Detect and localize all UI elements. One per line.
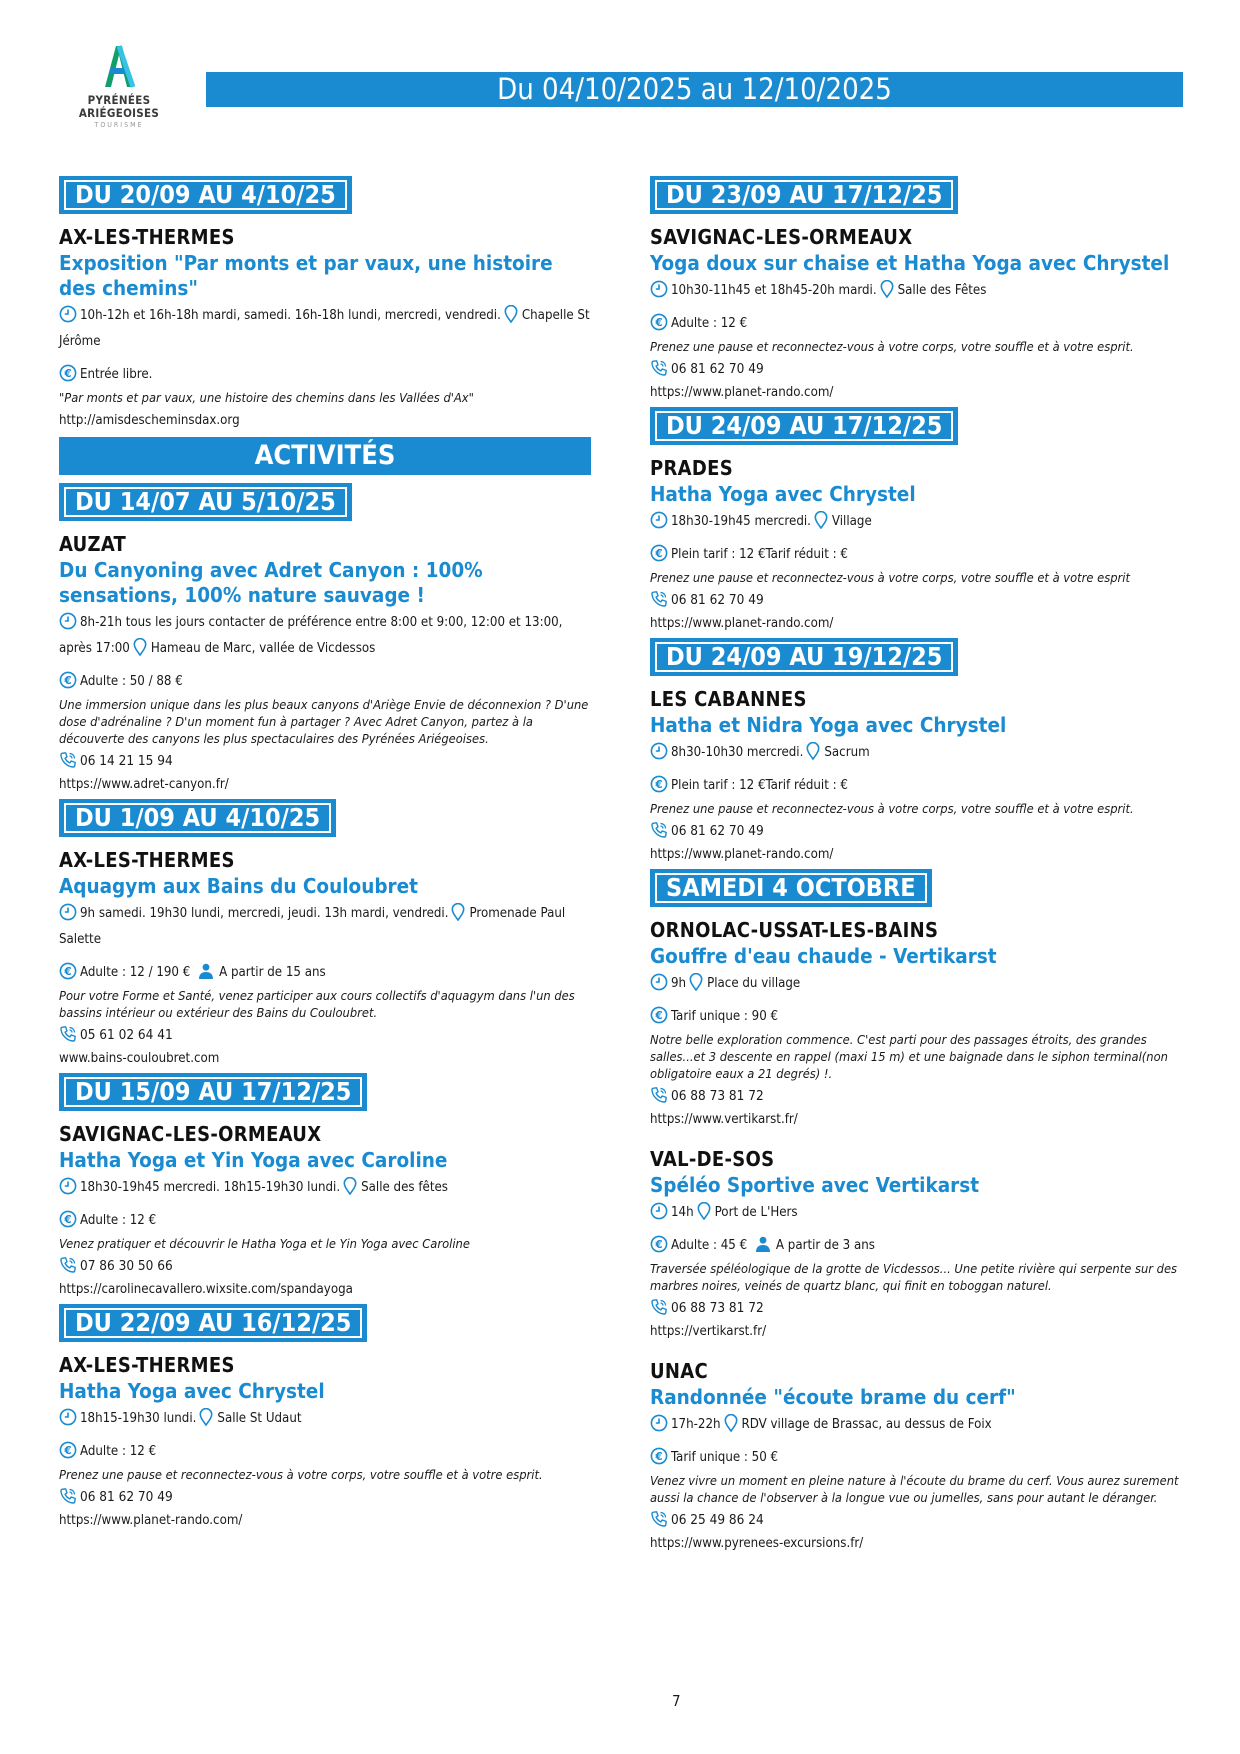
- event-website-link[interactable]: https://www.pyrenees-excursions.fr/: [650, 1536, 864, 1551]
- event-phone-row: [650, 1510, 1184, 1530]
- event-town: UNAC: [650, 1359, 708, 1383]
- euro-icon: [650, 775, 668, 793]
- euro-icon: [650, 1006, 668, 1024]
- clock-icon: [59, 903, 77, 921]
- event-schedule: 8h-21h tous les jours contacter de préférence entre 8:00 et 9:00, 12:00 et 13:00, après 17:00: [59, 615, 563, 656]
- logo-line-2: ARIÉGEOISES: [78, 106, 160, 120]
- event-description: Prenez une pause et reconnectez-vous à votre corps, votre souffle et à votre esprit: [650, 571, 1130, 586]
- event-town: SAVIGNAC-LES-ORMEAUX: [650, 225, 913, 249]
- event-town: AUZAT: [59, 532, 127, 556]
- event-price-row: [650, 1006, 1184, 1027]
- event-schedule-row: [59, 901, 593, 953]
- location-pin-icon: [814, 511, 828, 529]
- event-schedule: 18h30-19h45 mercredi.: [671, 514, 811, 529]
- event-schedule-row: [59, 1406, 593, 1432]
- phone-icon: [59, 1025, 77, 1043]
- event-place: Port de L'Hers: [714, 1205, 798, 1220]
- location-pin-icon: [689, 973, 703, 991]
- location-pin-icon: [133, 638, 147, 656]
- event-schedule-row: [650, 971, 1184, 997]
- event-schedule-row: [650, 278, 1184, 304]
- event-price: Plein tarif : 12 €Tarif réduit : €: [671, 547, 848, 562]
- phone-icon: [650, 1298, 668, 1316]
- event-website-link[interactable]: https://www.planet-rando.com/: [650, 385, 834, 400]
- event-price-row: [650, 775, 1184, 796]
- event-phone[interactable]: 07 86 30 50 66: [80, 1258, 173, 1274]
- section-heading-activites: ACTIVITÉS: [59, 437, 591, 475]
- logo-line-3: TOURISME: [94, 121, 144, 129]
- date-band: [650, 176, 958, 214]
- event-place: Sacrum: [824, 745, 870, 760]
- event-title[interactable]: Gouffre d'eau chaude - Vertikarst: [650, 944, 997, 968]
- location-pin-icon: [451, 903, 465, 921]
- event-website-link[interactable]: https://vertikarst.fr/: [650, 1324, 767, 1339]
- event-description: Notre belle exploration commence. C'est parti pour des passages étroits, des grandes salles...et 3 descente en rappel (maxi 15 m) et une baignade dans le siphon terminal(non obligatoire eaux a 21 degrés) !.: [650, 1033, 1168, 1082]
- event-description: Venez pratiquer et découvrir le Hatha Yoga et le Yin Yoga avec Caroline: [59, 1237, 470, 1252]
- event-description: Venez vivre un moment en pleine nature à l'écoute du brame du cerf. Vous aurez surement aussi la chance de l'observer à la longue vue ou jumelles, sans pour autant le déranger.: [650, 1474, 1179, 1506]
- date-band-label: DU 20/09 AU 4/10/25: [64, 180, 347, 210]
- event-price-row: [650, 1235, 1184, 1256]
- right-column: [650, 172, 1184, 1554]
- date-band-label: SAMEDI 4 OCTOBRE: [655, 873, 927, 903]
- event-phone[interactable]: 06 88 73 81 72: [671, 1088, 764, 1104]
- event-price: Tarif unique : 90 €: [671, 1009, 779, 1024]
- event-website-link[interactable]: https://www.planet-rando.com/: [650, 616, 834, 631]
- phone-icon: [650, 1086, 668, 1104]
- date-band: [650, 869, 932, 907]
- clock-icon: [650, 973, 668, 991]
- event-schedule-row: [650, 1200, 1184, 1226]
- event-title[interactable]: Randonnée "écoute brame du cerf": [650, 1385, 1016, 1409]
- event-town: AX-LES-THERMES: [59, 848, 235, 872]
- location-pin-icon: [697, 1202, 711, 1220]
- date-band: [650, 407, 958, 445]
- page-number: 7: [672, 1692, 681, 1710]
- event-schedule: 10h30-11h45 et 18h45-20h mardi.: [671, 283, 877, 298]
- event-phone-row: [59, 1256, 593, 1276]
- event-schedule-row: [650, 509, 1184, 535]
- date-band: [59, 483, 352, 521]
- event-description: Pour votre Forme et Santé, venez participer aux cours collectifs d'aquagym dans l'un des bassins intérieur ou extérieur des Bains du Couloubret.: [59, 989, 575, 1021]
- event-town: ORNOLAC-USSAT-LES-BAINS: [650, 918, 939, 942]
- clock-icon: [59, 612, 77, 630]
- euro-icon: [650, 313, 668, 331]
- event-town: PRADES: [650, 456, 733, 480]
- event-title[interactable]: Aquagym aux Bains du Couloubret: [59, 874, 418, 898]
- event-description: Prenez une pause et reconnectez-vous à votre corps, votre souffle et à votre esprit.: [59, 1468, 543, 1483]
- event-town: SAVIGNAC-LES-ORMEAUX: [59, 1122, 322, 1146]
- location-pin-icon: [806, 742, 820, 760]
- event-website-link[interactable]: https://carolinecavallero.wixsite.com/spandayoga: [59, 1282, 353, 1297]
- event-schedule: 18h15-19h30 lundi.: [80, 1411, 197, 1426]
- event-price-row: [650, 544, 1184, 565]
- event-town: AX-LES-THERMES: [59, 225, 235, 249]
- event-town: LES CABANNES: [650, 687, 807, 711]
- event-price-row: [59, 962, 593, 983]
- phone-icon: [59, 1487, 77, 1505]
- event-age: A partir de 15 ans: [219, 965, 326, 980]
- date-band-label: DU 23/09 AU 17/12/25: [655, 180, 953, 210]
- event-price-row: [650, 1447, 1184, 1468]
- event-title[interactable]: Spéléo Sportive avec Vertikarst: [650, 1173, 980, 1197]
- date-band: [650, 638, 958, 676]
- event-phone-row: [59, 751, 593, 771]
- event-price: Adulte : 12 €: [80, 1213, 157, 1228]
- euro-icon: [59, 671, 77, 689]
- event-price-row: [650, 313, 1184, 334]
- event-price: Adulte : 12 / 190 €: [80, 965, 191, 980]
- event-schedule: 10h-12h et 16h-18h mardi, samedi. 16h-18h lundi, mercredi, vendredi.: [80, 308, 501, 323]
- event-age: A partir de 3 ans: [775, 1238, 875, 1253]
- event-town: VAL-DE-SOS: [650, 1147, 775, 1171]
- event-description: Une immersion unique dans les plus beaux canyons d'Ariège Envie de déconnexion ? D'une dose d'adrénaline ? D'un moment fun à partager ? Avec Adret Canyon, partez à la découverte des canyons les plus spectaculaires des Pyrénées Ariégeoises.: [59, 698, 589, 747]
- date-band: [59, 799, 336, 837]
- date-band-label: DU 1/09 AU 4/10/25: [64, 803, 331, 833]
- event-description: "Par monts et par vaux, une histoire des chemins dans les Vallées d'Ax": [59, 391, 474, 406]
- event-schedule: 14h: [671, 1205, 694, 1220]
- event-price: Entrée libre.: [80, 367, 153, 382]
- event-place: Chapelle St Jérôme: [59, 308, 590, 349]
- euro-icon: [59, 364, 77, 382]
- phone-icon: [650, 590, 668, 608]
- date-band-label: DU 14/07 AU 5/10/25: [64, 487, 347, 517]
- event-schedule: 9h: [671, 976, 687, 991]
- event-description: Traversée spéléologique de la grotte de Vicdessos... Une petite rivière qui serpente sur des marbres noires, veinés de quartz blanc, qui finit en toboggan naturel.: [650, 1262, 1178, 1294]
- event-website-link[interactable]: https://www.planet-rando.com/: [650, 847, 834, 862]
- date-band-label: DU 15/09 AU 17/12/25: [64, 1077, 362, 1107]
- event-website-link[interactable]: https://www.vertikarst.fr/: [650, 1112, 798, 1127]
- event-phone-row: [650, 590, 1184, 610]
- date-band-label: DU 24/09 AU 19/12/25: [655, 642, 953, 672]
- event-place: Promenade Paul Salette: [59, 906, 566, 947]
- person-icon: [754, 1235, 772, 1253]
- euro-icon: [59, 1210, 77, 1228]
- phone-icon: [650, 821, 668, 839]
- location-pin-icon: [880, 280, 894, 298]
- event-price-row: [59, 1441, 593, 1462]
- event-schedule: 17h-22h: [671, 1417, 721, 1432]
- event-phone[interactable]: 06 25 49 86 24: [671, 1512, 764, 1528]
- event-title[interactable]: Hatha Yoga avec Chrystel: [59, 1379, 325, 1403]
- date-band: [59, 176, 352, 214]
- event-phone-row: [650, 359, 1184, 379]
- event-place: Salle St Udaut: [217, 1411, 302, 1426]
- event-phone-row: [650, 1086, 1184, 1106]
- event-schedule-row: [59, 610, 593, 662]
- clock-icon: [650, 1414, 668, 1432]
- event-website-link[interactable]: www.bains-couloubret.com: [59, 1051, 220, 1066]
- event-price: Adulte : 12 €: [671, 316, 748, 331]
- event-phone[interactable]: 06 14 21 15 94: [80, 753, 173, 769]
- clock-icon: [650, 1202, 668, 1220]
- person-icon: [197, 962, 215, 980]
- location-pin-icon: [343, 1177, 357, 1195]
- location-pin-icon: [199, 1408, 213, 1426]
- event-price-row: [59, 364, 593, 385]
- event-phone-row: [59, 1025, 593, 1045]
- event-phone[interactable]: 06 88 73 81 72: [671, 1300, 764, 1316]
- date-band: [59, 1304, 367, 1342]
- event-price: Adulte : 50 / 88 €: [80, 674, 183, 689]
- event-title[interactable]: Hatha Yoga avec Chrystel: [650, 482, 916, 506]
- event-schedule: 8h30-10h30 mercredi.: [671, 745, 804, 760]
- left-column: [59, 172, 593, 1531]
- event-phone-row: [650, 1298, 1184, 1318]
- brand-logo: [64, 38, 174, 130]
- event-schedule: 18h30-19h45 mercredi. 18h15-19h30 lundi.: [80, 1180, 341, 1195]
- pyrenees-logo-mark-icon: [96, 38, 142, 94]
- event-phone[interactable]: 06 81 62 70 49: [671, 823, 764, 839]
- event-price: Adulte : 12 €: [80, 1444, 157, 1459]
- event-title[interactable]: Hatha Yoga et Yin Yoga avec Caroline: [59, 1148, 448, 1172]
- logo-line-1: PYRÉNÉES: [87, 93, 151, 107]
- event-title[interactable]: Hatha et Nidra Yoga avec Chrystel: [650, 713, 1007, 737]
- euro-icon: [59, 1441, 77, 1459]
- event-title[interactable]: Exposition "Par monts et par vaux, une histoire des chemins": [59, 251, 553, 300]
- event-website-link[interactable]: https://www.planet-rando.com/: [59, 1513, 243, 1528]
- euro-icon: [650, 1447, 668, 1465]
- event-description: Prenez une pause et reconnectez-vous à votre corps, votre souffle et à votre esprit.: [650, 802, 1134, 817]
- date-band: [59, 1073, 367, 1111]
- event-place: Salle des fêtes: [361, 1180, 448, 1195]
- euro-icon: [59, 962, 77, 980]
- clock-icon: [59, 305, 77, 323]
- clock-icon: [650, 280, 668, 298]
- clock-icon: [59, 1177, 77, 1195]
- clock-icon: [59, 1408, 77, 1426]
- event-phone-row: [650, 821, 1184, 841]
- event-phone-row: [59, 1487, 593, 1507]
- event-place: RDV village de Brassac, au dessus de Foix: [741, 1417, 992, 1432]
- event-price: Tarif unique : 50 €: [671, 1450, 779, 1465]
- event-schedule: 9h samedi. 19h30 lundi, mercredi, jeudi. 13h mardi, vendredi.: [80, 906, 449, 921]
- phone-icon: [59, 751, 77, 769]
- date-band-label: DU 22/09 AU 16/12/25: [64, 1308, 362, 1338]
- event-phone[interactable]: 05 61 02 64 41: [80, 1027, 173, 1043]
- event-phone[interactable]: 06 81 62 70 49: [80, 1489, 173, 1505]
- event-price: Adulte : 45 €: [671, 1238, 748, 1253]
- location-pin-icon: [504, 305, 518, 323]
- event-website-link[interactable]: https://www.adret-canyon.fr/: [59, 777, 229, 792]
- date-range-banner: Du 04/10/2025 au 12/10/2025: [206, 72, 1183, 107]
- date-band-label: DU 24/09 AU 17/12/25: [655, 411, 953, 441]
- event-place: Salle des Fêtes: [897, 283, 987, 298]
- euro-icon: [650, 544, 668, 562]
- event-phone[interactable]: 06 81 62 70 49: [671, 592, 764, 608]
- euro-icon: [650, 1235, 668, 1253]
- event-place: Hameau de Marc, vallée de Vicdessos: [150, 641, 376, 656]
- event-price-row: [59, 671, 593, 692]
- event-description: Prenez une pause et reconnectez-vous à votre corps, votre souffle et à votre esprit.: [650, 340, 1134, 355]
- event-title[interactable]: Du Canyoning avec Adret Canyon : 100% sensations, 100% nature sauvage !: [59, 558, 483, 607]
- clock-icon: [650, 742, 668, 760]
- event-phone[interactable]: 06 81 62 70 49: [671, 361, 764, 377]
- event-schedule-row: [59, 303, 593, 355]
- event-schedule-row: [650, 1412, 1184, 1438]
- event-town: AX-LES-THERMES: [59, 1353, 235, 1377]
- event-schedule-row: [650, 740, 1184, 766]
- phone-icon: [59, 1256, 77, 1274]
- clock-icon: [650, 511, 668, 529]
- event-website-link[interactable]: http://amisdescheminsdax.org: [59, 413, 240, 428]
- phone-icon: [650, 359, 668, 377]
- event-schedule-row: [59, 1175, 593, 1201]
- location-pin-icon: [724, 1414, 738, 1432]
- event-title[interactable]: Yoga doux sur chaise et Hatha Yoga avec Chrystel: [650, 251, 1170, 275]
- event-price-row: [59, 1210, 593, 1231]
- phone-icon: [650, 1510, 668, 1528]
- event-place: Village: [831, 514, 872, 529]
- event-price: Plein tarif : 12 €Tarif réduit : €: [671, 778, 848, 793]
- event-place: Place du village: [707, 976, 801, 991]
